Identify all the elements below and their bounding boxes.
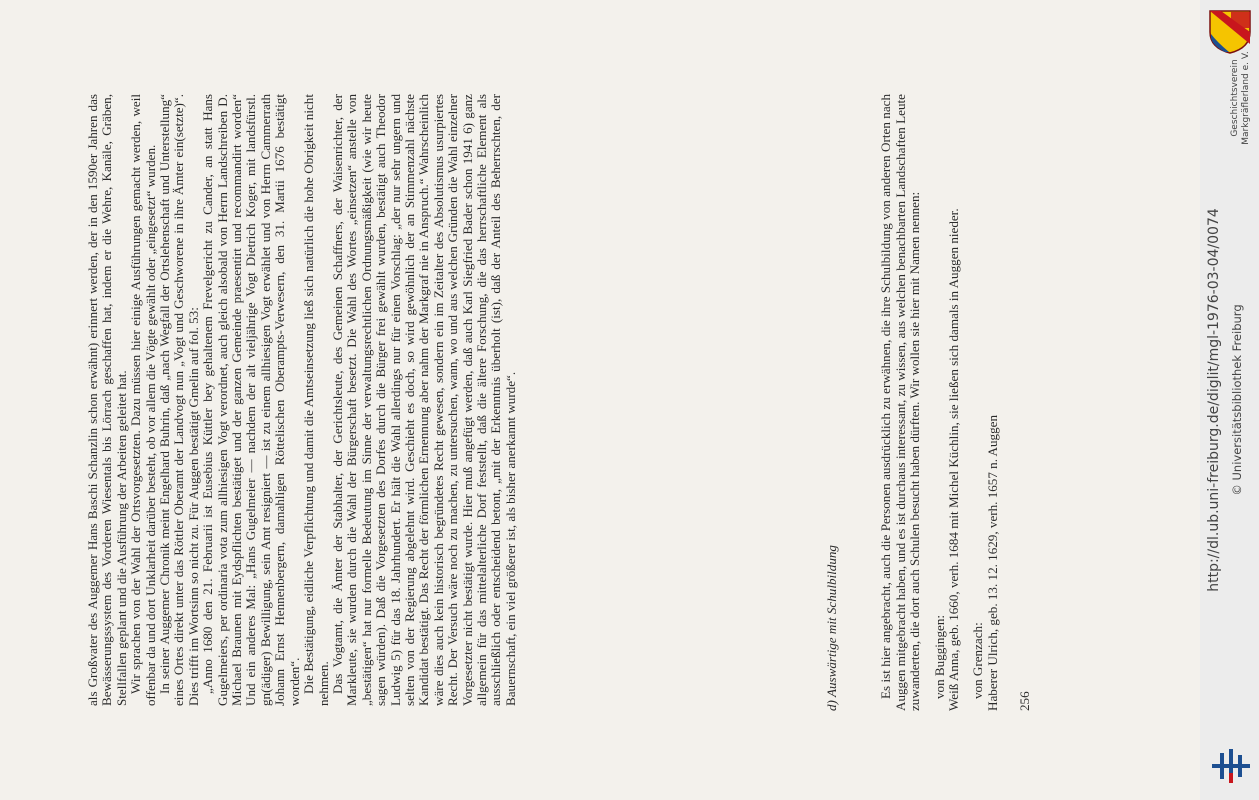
section-heading: d) Auswärtige mit Schulbildung — [824, 545, 839, 711]
paragraph: Es ist hier angebracht, auch die Personen ausdrücklich zu erwähnen, die ihre Schulbildung von anderen Orten nach Auggen mitgebracht haben, und es ist durchaus interessant, zu wissen, aus welchen benachbarten Landschaften Leute zuwanderten, die dort auch Schulen besucht haben dürften. Wir wollen sie hier mit Namen nennen: — [878, 94, 923, 711]
paragraph: In seiner Auggemer Chronik meint Engelhard Buhrin, daß „nach Wegfall der Ortslehenschaft und Unterstellung“ eines Ortes direkt unter das Röttler Oberamt der Landvogt nun „Vogt und Geschworene in ihre Ämter ein(setzte)“. Dies trifft im Wortsinn so nicht zu. Für Auggen bestätigt Gmelin auf fol. 53: — [157, 94, 201, 706]
paragraph: „Anno 1680 den 21. Februarii ist Eusebius Küttler bey gehaltenem Frevelgericht zu Cander, an statt Hans Gugelmeiers, per ordinaria vota zum allhiesigen Vogt verordnet, auch gleich alsobald von Herrn Landschreiben D. Michael Braunen mit Eydspflichten bestätiget und der ganzen Gemeinde praesentirt und recommandirt worden“ Und ein anderes Mal: „Hans Gugelmeier — nachdem der alt vieljährige Vogt Dietrich Koger, mit landsfürstl. gn(ädiger) Bewilligung, sein Amt resigniert — ist zu einem allhiesigen Vogt erwählet und von Herrn Cammerrath Johann Ernst Hennenbergern, damahligen Röttelischen Oberampts-Verwesern, den 31. Martii 1676 bestätigt worden“. — [200, 94, 302, 706]
coat-of-arms-icon — [1207, 8, 1253, 54]
paragraph: Das Vogtamt, die Ämter der Stabhalter, der Gerichtsleute, des Gemeinen Schaffners, der Waisenrichter, der Markleute, sie wurden durch die Wahl der Bürgerschaft besetzt. Die Wahl des Wortes „einsetzen“ anstelle von „bestätigen“ hat nur formelle Bedeutung im Sinne der verwaltungsrechtlichen Ordnungsmäßigkeit (wie wir heute sagen würden). Daß die Vorgesetzten des Dorfes durch die Bürger frei gewählt wurden, bestätigt auch Theodor Ludwig 5) für das 18. Jahrhundert. Er hält die Wahl allerdings nur für einen Vorschlag: „der nur sehr ungern und selten von der Regierung abgelehnt wird. Geschieht es doch, so wird gewöhnlich der an Stimmenzahl nächste Kandidat bestätigt. Das Recht der förmlichen Ernennung aber nahm der Markgraf nie in Anspruch.“ Wahrscheinlich wäre dies auch kein historisch begründetes Recht gewesen, sondern ein im Zeitalter des Absolutismus usurpiertes Recht. Der Versuch wäre noch zu machen, zu untersuchen, wann, wo und aus welchen Gründen die Wahl einzelner Vorgesetzter nicht bestätigt wurde. Hier muß angefügt werden, daß auch Karl Siegfried Bader schon 1941 6) ganz allgemein für das mittelalterliche Dorf feststellt, daß die ältere Forschung, die das herrschaftliche Element als ausschließlich oder entscheidend betont, „mit der Erkenntnis überholt (ist), daß der Anteil des Beherrschten, der Bauernschaft, ein viel größerer ist, als bisher anerkannt wurde“. — [329, 94, 518, 706]
society-name-line2: Markgräflerland e. V. — [1241, 51, 1251, 145]
origin-label: von Grenzach: — [970, 622, 986, 699]
sidebar-watermark-panel — [1200, 0, 1259, 800]
page-number: 256 — [1017, 691, 1033, 711]
ub-freiburg-logo-icon — [1210, 745, 1252, 787]
text-block-lower — [825, 94, 1033, 711]
origin-label: von Buggingen: — [931, 614, 947, 699]
copyright-notice: © Universitätsbibliothek Freiburg — [1230, 304, 1244, 496]
sidebar-rotated — [1200, 0, 1259, 800]
person-entry: Haberer Ulrich, geb. 13. 12. 1629, verh. 1657 n. Auggen — [984, 415, 1000, 711]
text-block-upper — [86, 94, 518, 706]
paragraph: Wir sprachen von der Wahl der Ortsvorgesetzten. Dazu müssen hier einige Ausführungen gemacht werden, weil offenbar da und dort Unklarheit darüber besteht, ob vor allem die Vögte gewählt oder „eingesetzt“ wurden. — [128, 94, 158, 706]
person-entry: Weiß Anna, geb. 1660, verh. 1684 mit Michel Küchlin, sie ließen sich damals in Auggen nieder. — [946, 208, 962, 711]
source-url[interactable]: http://dl.ub.uni-freiburg.de/diglit/mgl-1976-03-04/0074 — [1206, 208, 1222, 592]
paragraph: als Großvater des Auggemer Hans Baschi Schanzlin schon erwähnt) erinnert werden, der in den 1590er Jahren das Bewässerungssystem des Vorderen Wiesentals bis Lörrach geschaffen hat, indem er die Wehre, Kanäle, Gräben, Stellfallen geplant und die Ausführung der Arbeiten geleitet hat. — [85, 94, 129, 706]
society-name-line1: Geschichtsverein — [1230, 59, 1240, 137]
paragraph: Die Bestätigung, eidliche Verpflichtung und damit die Amtseinsetzung ließ sich natürlich die hohe Obrigkeit nicht nehmen. — [301, 94, 331, 706]
